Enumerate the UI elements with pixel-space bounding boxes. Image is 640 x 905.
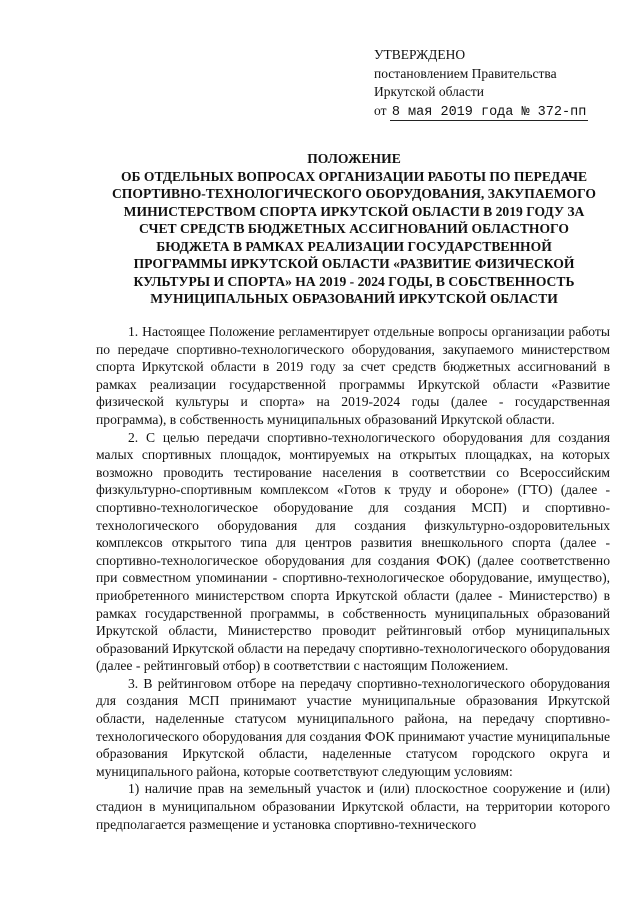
- approval-date-line: [374, 102, 588, 123]
- paragraph-1: 1. Настоящее Положение регламентирует отдельные вопросы организации работы по передаче спортивно-технологического оборудования, закупаемого министерством спорта Иркутской области в 2019 году за счет средств бюджетных ассигнований в рамках реализации государственной программы Иркутской области «Развитие физической культуры и спорта» на 2019-2024 годы (далее - государственная программа), в собственность муниципальных образований Иркутской области.: [96, 324, 610, 427]
- title-subtitle: ОБ ОТДЕЛЬНЫХ ВОПРОСАХ ОРГАНИЗАЦИИ РАБОТЫ ПО ПЕРЕДАЧЕ СПОРТИВНО-ТЕХНОЛОГИЧЕСКОГО ОБОРУДОВАНИЯ, ЗАКУПАЕМОГО МИНИСТЕРСТВОМ СПОРТА ИРКУТСКОЙ ОБЛАСТИ В 2019 ГОДУ ЗА СЧЕТ СРЕДСТВ БЮДЖЕТНЫХ АССИГНОВАНИЙ ОБЛАСТНОГО БЮДЖЕТА В РАМКАХ РЕАЛИЗАЦИИ ГОСУДАРСТВЕННОЙ ПРОГРАММЫ ИРКУТСКОЙ ОБЛАСТИ «РАЗВИТИЕ ФИЗИЧЕСКОЙ КУЛЬТУРЫ И СПОРТА» НА 2019 - 2024 ГОДЫ, В СОБСТВЕННОСТЬ МУНИЦИПАЛЬНЫХ ОБРАЗОВАНИЙ ИРКУТСКОЙ ОБЛАСТИ: [111, 168, 597, 306]
- title-heading: ПОЛОЖЕНИЕ: [307, 151, 401, 166]
- document-title: [108, 150, 600, 308]
- approval-date-prefix: от: [374, 102, 387, 118]
- paragraph-2: 2. С целью передачи спортивно-технологического оборудования для создания малых спортивных площадок, монтируемых на открытых площадках, на которых возможно проводить тестирование населения в соответствии со Всероссийским физкультурно-спортивным комплексом «Готов к труду и обороне» (ГТО) (далее - спортивно-технологическое оборудование для создания МСП) и спортивно-технологического оборудования для создания физкультурно-оздоровительных комплексов открытого типа для центров развития внешкольного спорта (далее - спортивно-технологическое оборудования для создания ФОК) (далее соответственно при совместном упоминании - спортивно-технологическое оборудование, имущество), приобретенного министерством спорта Иркутской области (далее - Министерство) в рамках государственной программы, в собственность муниципальных образований Иркутской области, Министерство проводит рейтинговый отбор муниципальных образований Иркутской области на передачу спортивно-технологического оборудования (далее - рейтинговый отбор) в соответствии с настоящим Положением.: [96, 429, 610, 674]
- paragraph-3: 3. В рейтинговом отборе на передачу спортивно-технологического оборудования для создания МСП принимают участие муниципальные образования Иркутской области, наделенные статусом муниципального района, на передачу спортивно-технологического оборудования для создания ФОК принимают участие муниципальные образования Иркутской области, наделенные статусом городского округа и муниципального района, которые соответствуют следующим условиям:: [96, 675, 610, 779]
- approval-heading: УТВЕРЖДЕНО: [374, 47, 466, 62]
- approval-region: Иркутской области: [374, 84, 485, 99]
- approval-authority: постановлением Правительства: [374, 65, 557, 81]
- approval-date-number: 8 мая 2019 года № 372-пп: [391, 104, 587, 120]
- document-body: [96, 323, 610, 833]
- approval-block: [374, 46, 588, 122]
- paragraph-3-item-1: 1) наличие прав на земельный участок и (или) плоскостное сооружение и (или) стадион в муниципальном образовании Иркутской области, на территории которого предполагается размещение и установка спортивно-технического: [96, 781, 610, 832]
